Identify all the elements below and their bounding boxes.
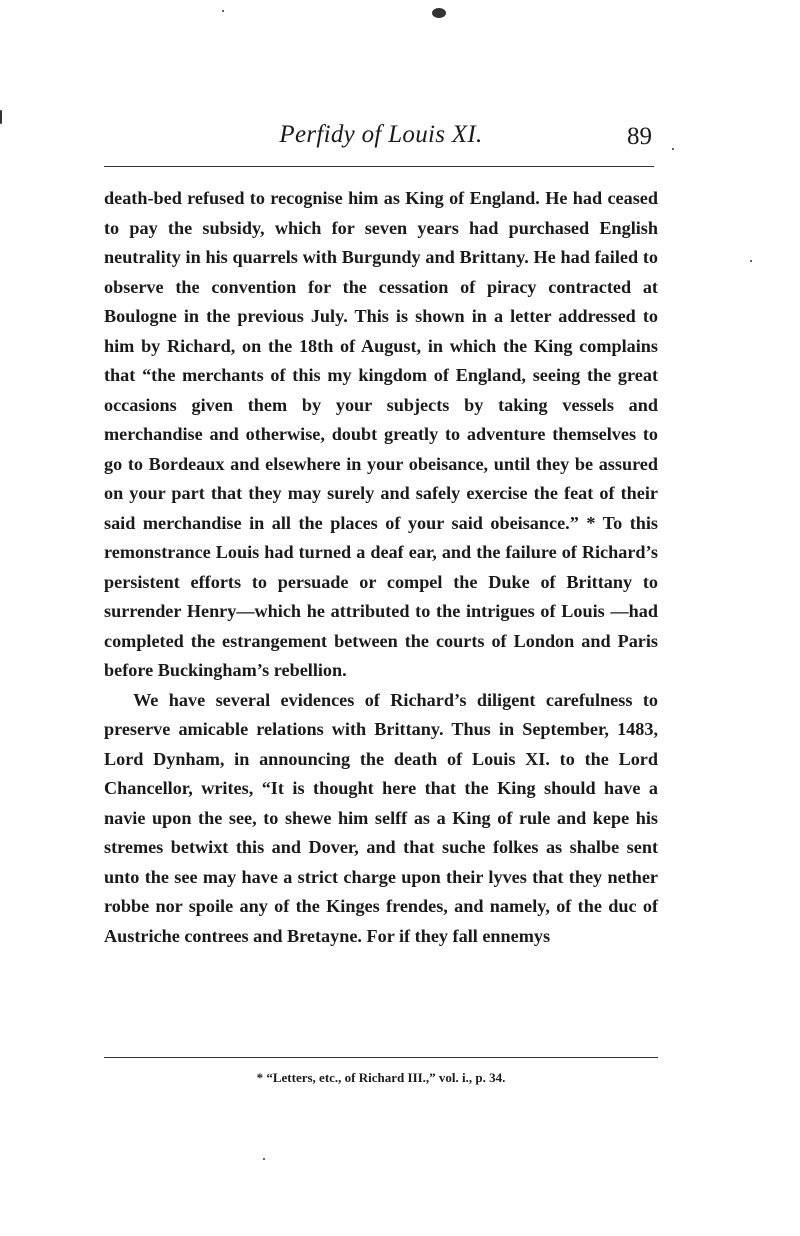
scan-speck <box>672 148 674 150</box>
page-header <box>104 118 658 158</box>
page-number: 89 <box>627 123 652 150</box>
paragraph-2: We have several evidences of Richard’s diligent carefulness to preserve amicable relations with Brittany. Thus in September, 1483, Lord Dynham, in announcing the death of Louis XI. to the Lord Chancellor, writes, “It is thought here that the King should have a navie upon the see, to shewe him selff as a King of rule and kepe his stremes betwixt this and Dover, and that suche folkes as shalbe sent unto the see may have a strict charge upon their lyves that they nether robbe nor spoile any of the Kinges frendes, and namely, of the duc of Austriche contrees and Bretayne. For if they fall ennemys <box>104 689 658 946</box>
paragraph-1: death-bed refused to recognise him as King of England. He had ceased to pay the subsidy, which for seven years had purchased English neutrality in his quarrels with Burgundy and Brittany. He had failed to observe the convention for the cessation of piracy contracted at Boulogne in the previous July. This is shown in a letter addressed to him by Richard, on the 18th of August, in which the King complains that “the merchants of this my kingdom of England, seeing the great occasions given them by your subjects by taking vessels and merchandise and otherwise, doubt greatly to adventure themselves to go to Bordeaux and elsewhere in your obeisance, until they be assured on your part that they may surely and safely exercise the feat of their said merchandise in all the places of your said obeisance.” * To this remonstrance Louis had turned a deaf ear, and the failure of Richard’s persistent efforts to persuade or compel the Duke of Brittany to surrender Henry—which he attributed to the intrigues of Louis —had completed the estrangement between the courts of London and Paris before Buckingham’s rebellion. <box>104 188 658 680</box>
footnote-rule <box>104 1057 658 1058</box>
running-title: Perfidy of Louis XI. <box>279 121 483 148</box>
scan-speck <box>750 260 752 262</box>
scan-speck <box>222 10 224 12</box>
scan-speck <box>0 110 2 124</box>
footnote: * “Letters, etc., of Richard III.,” vol. i., p. 34. <box>256 1070 506 1085</box>
header-rule <box>104 166 654 167</box>
body-text <box>104 184 658 951</box>
scan-speck <box>432 8 446 18</box>
scan-speck <box>263 1158 265 1160</box>
